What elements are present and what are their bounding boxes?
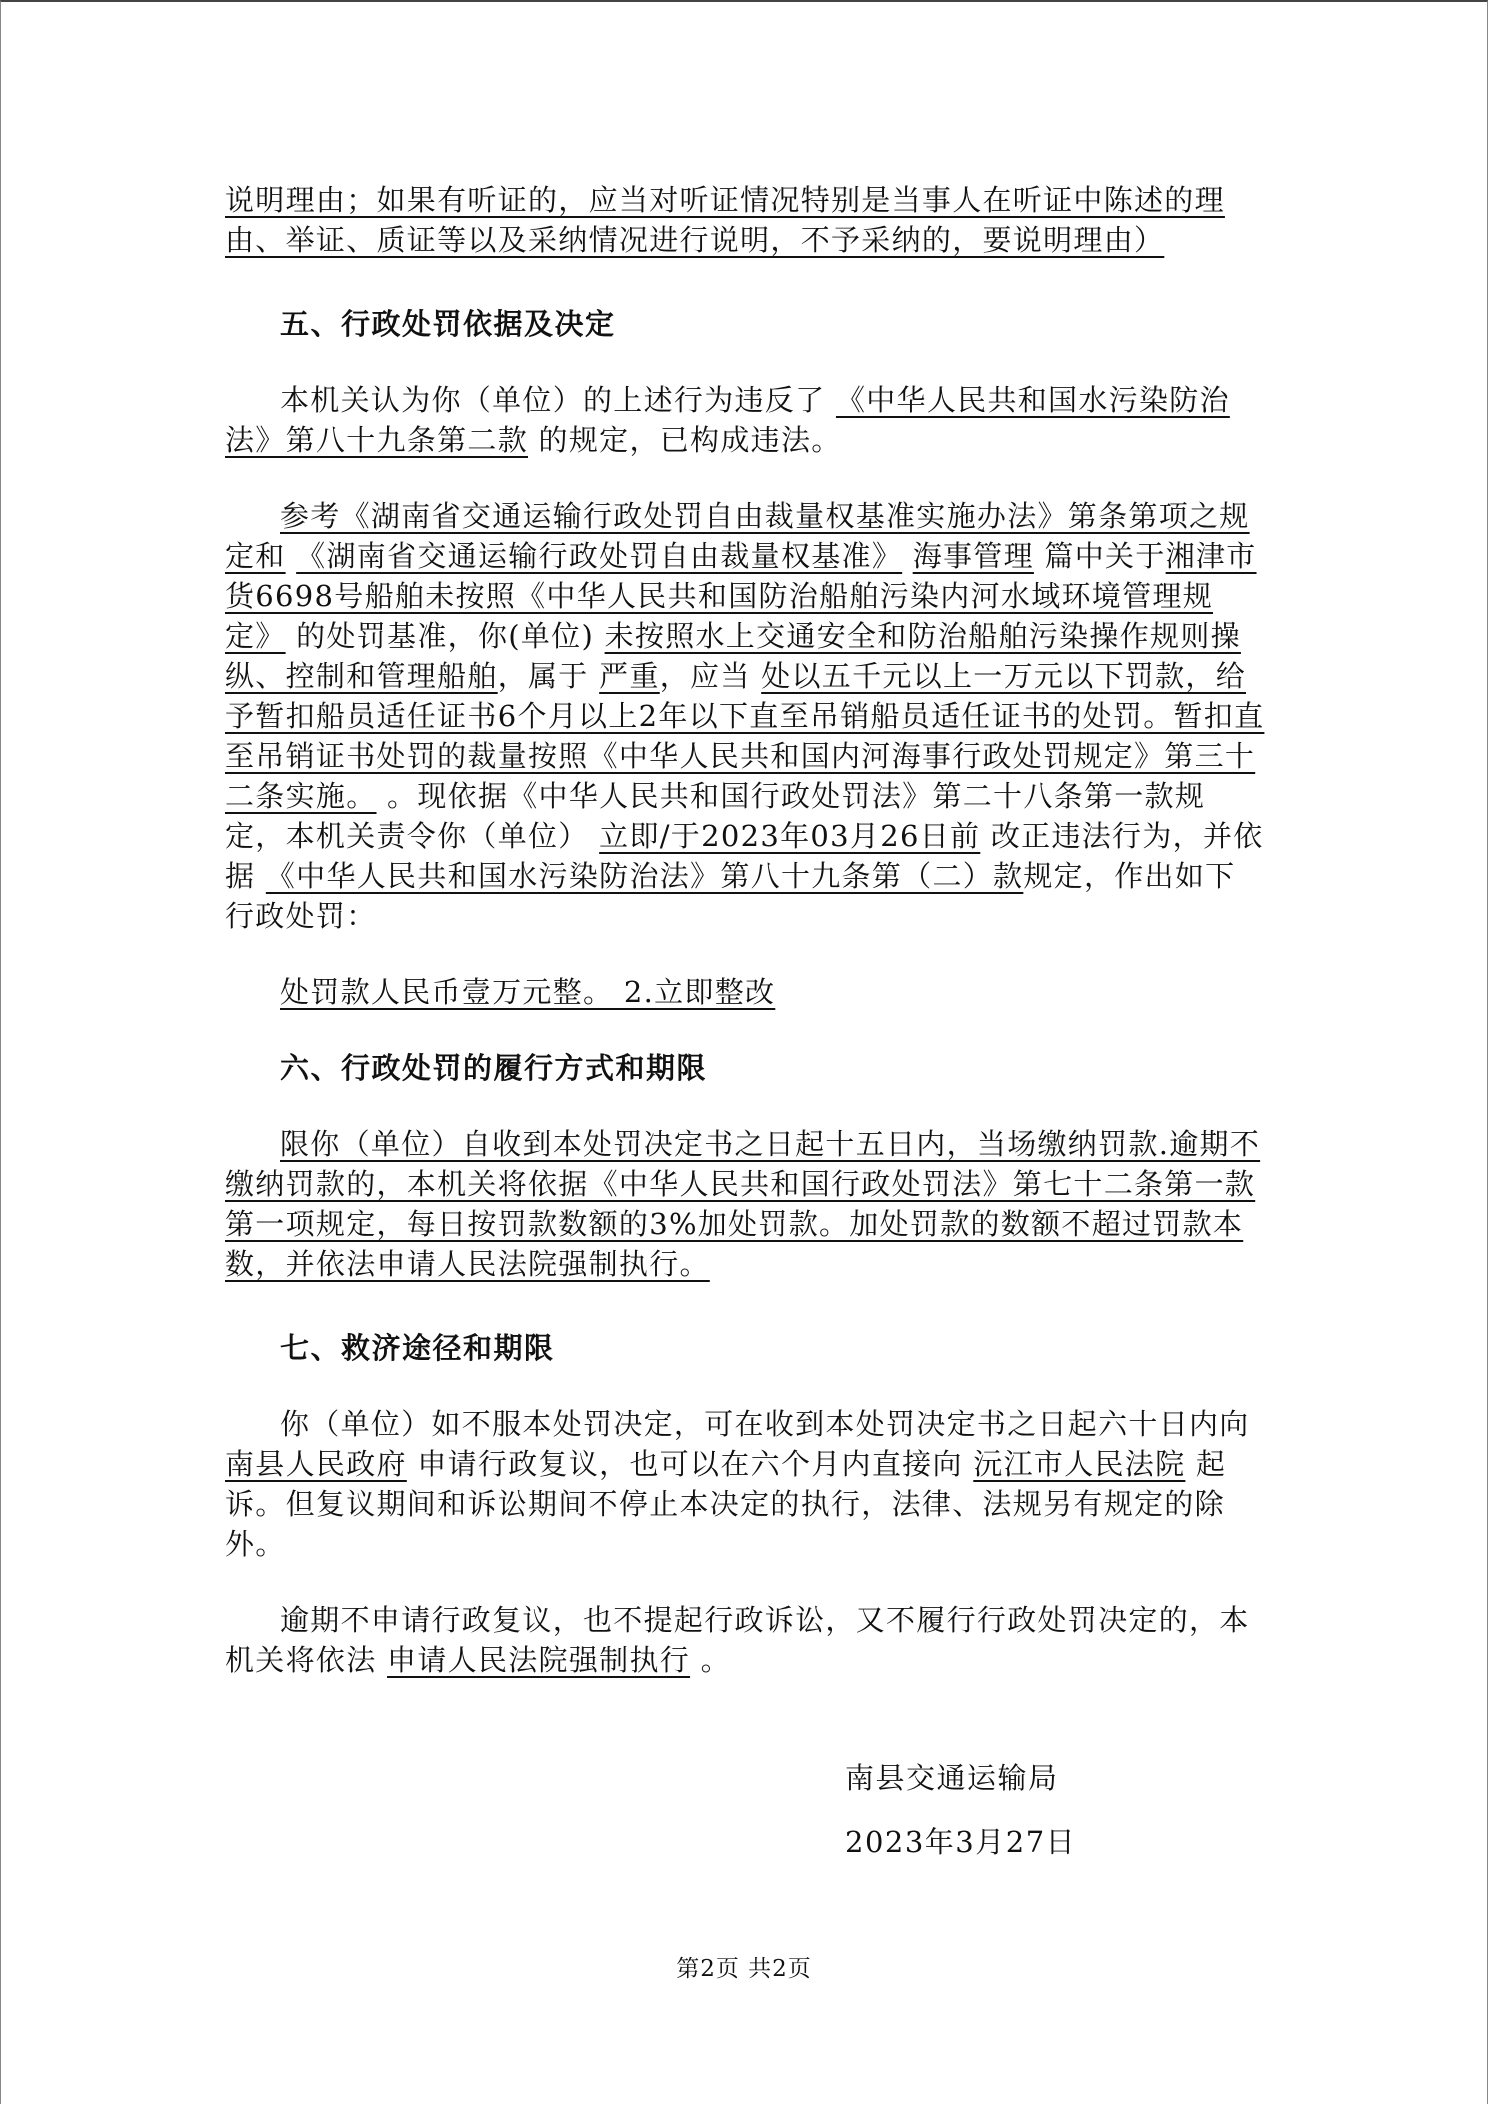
section-6-heading: 六、行政处罚的履行方式和期限 (280, 1051, 708, 1085)
signature-organization: 南县交通运输局 (845, 1761, 1059, 1795)
plain-text: ，应当 (659, 659, 751, 693)
plain-text: 你（单位）如不服本处罚决定，可在收到本处罚决定书之日起六十日内向 (280, 1407, 1250, 1441)
section-7-paragraph-1 (225, 1404, 1265, 1564)
section-6-paragraph (225, 1124, 1265, 1284)
plain-text: 本机关认为你（单位）的上述行为违反了 (280, 383, 826, 417)
plain-text: 规定，作出如下行政处罚： (225, 859, 1236, 933)
plain-text: 改正违法行为，并依据 (225, 819, 1264, 893)
document-body (225, 180, 1265, 1680)
underlined-text: 《中华人民共和国水污染防治法》第八十九条第二款 (225, 383, 1230, 457)
underlined-text: 南县人民政府 (225, 1447, 407, 1481)
underlined-text: 立即/于2023年03月26日前 (599, 819, 981, 853)
section-7-paragraph-2 (225, 1600, 1265, 1680)
underlined-text: 严重 (599, 659, 660, 693)
plain-text: 的处罚基准，你(单位) (296, 619, 595, 653)
plain-text: 。 (700, 1643, 731, 1677)
section-5-paragraph-1 (225, 380, 1265, 460)
underlined-text: 说明理由；如果有听证的，应当对听证情况特别是当事人在听证中陈述的理由、举证、质证等以及采纳情况进行说明，不予采纳的，要说明理由） (225, 183, 1225, 257)
plain-text: 起诉。但复议期间和诉讼期间不停止本决定的执行，法律、法规另有规定的除外。 (225, 1447, 1227, 1561)
signature-date: 2023年3月27日 (845, 1825, 1077, 1859)
plain-text: 申请行政复议，也可以在六个月内直接向 (417, 1447, 963, 1481)
section-7-heading: 七、救济途径和期限 (280, 1331, 555, 1365)
underlined-text: 处以五千元以上一万元以下罚款，给予暂扣船员适任证书6个月以上2年以下直至吊销船员适任证书的处罚。暂扣直至吊销证书处罚的裁量按照《中华人民共和国内河海事行政处罚规定》第三十二条实施。 (225, 659, 1265, 813)
underlined-text: 海事管理 (912, 539, 1034, 573)
penalty-content (225, 972, 1265, 1012)
section-5-heading: 五、行政处罚依据及决定 (280, 307, 616, 341)
underlined-text: 湘津市货6698号船舶未按照《中华人民共和国防治船舶污染内河水域环境管理规定》 (225, 539, 1257, 653)
intro-paragraph (225, 180, 1265, 260)
underlined-text: 《湖南省交通运输行政处罚自由裁量权基准》 (296, 539, 903, 573)
underlined-text: 参考《湖南省交通运输行政处罚自由裁量权基准实施办法》第条第项之规定和 (225, 499, 1250, 573)
underlined-text: 限你（单位）自收到本处罚决定书之日起十五日内，当场缴纳罚款.逾期不缴纳罚款的，本机关将依据《中华人民共和国行政处罚法》第七十二条第一款第一项规定，每日按罚款数额的3%加处罚款。加处罚款的数额不超过罚款本数，并依法申请人民法院强制执行。 (225, 1127, 1261, 1281)
plain-text: 逾期不申请行政复议，也不提起行政诉讼，又不履行行政处罚决定的，本机关将依法 (225, 1603, 1250, 1677)
underlined-text: 申请人民法院强制执行 (387, 1643, 691, 1677)
underlined-text: 沅江市人民法院 (973, 1447, 1186, 1481)
section-5-paragraph-2 (225, 496, 1265, 936)
plain-text: ，属于 (497, 659, 589, 693)
underlined-text: 处罚款人民币壹万元整。 2.立即整改 (280, 975, 776, 1009)
plain-text: 篇中关于 (1044, 539, 1166, 573)
underlined-text: 《中华人民共和国水污染防治法》第八十九条第（二）款 (265, 859, 1024, 893)
plain-text: 。现依据《中华人民共和国行政处罚法》第二十八条第一款规定，本机关责令你（单位） (225, 779, 1206, 853)
page-number: 第2页 共2页 (676, 1956, 812, 1982)
plain-text: 的规定，已构成违法。 (538, 423, 842, 457)
underlined-text: 未按照水上交通安全和防治船舶污染操作规则操纵、控制和管理船舶 (225, 619, 1241, 693)
